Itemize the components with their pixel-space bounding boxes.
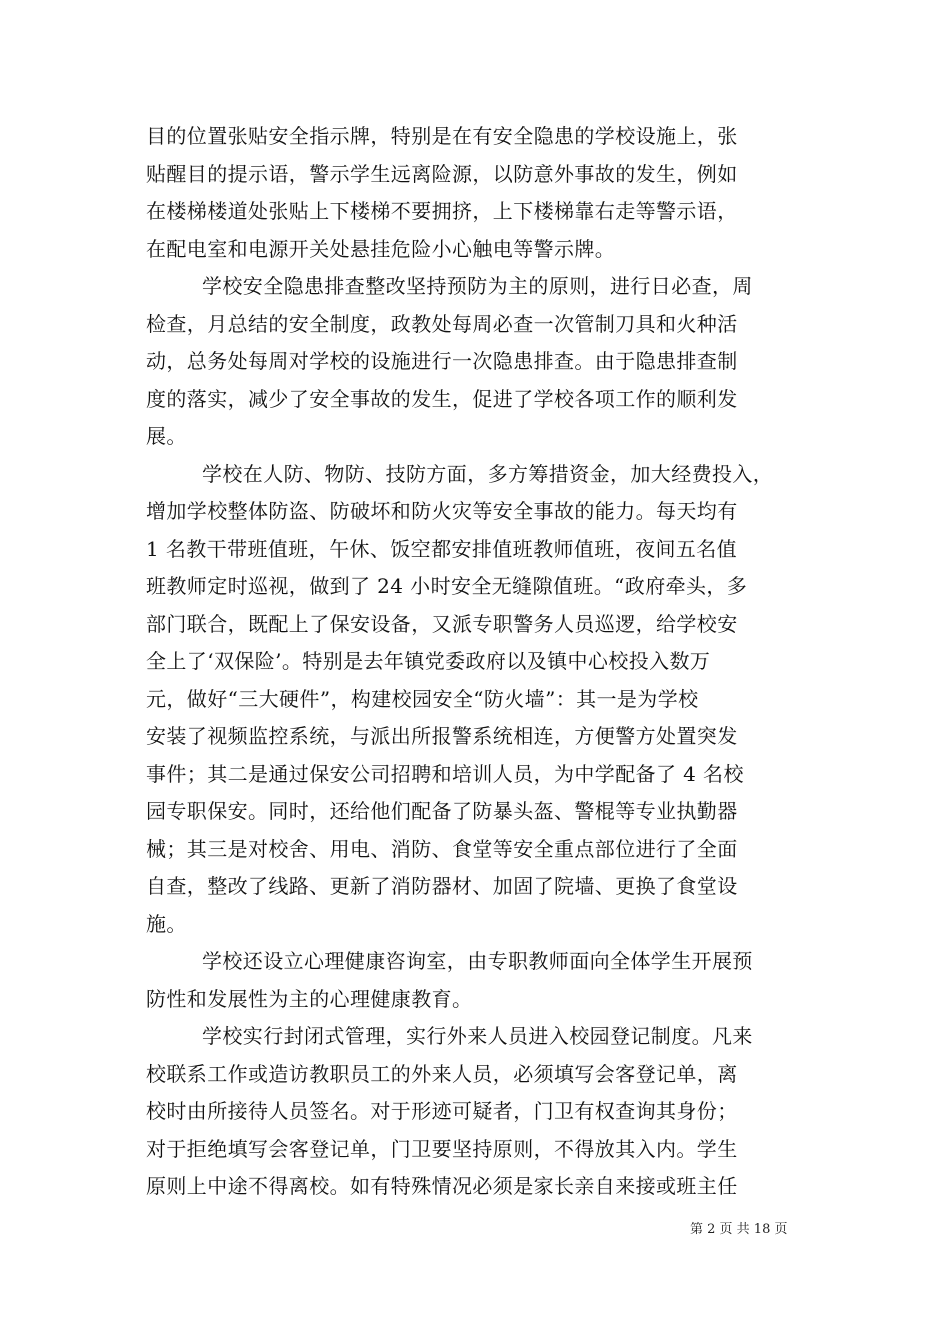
text-line: 园专职保安。同时，还给他们配备了防暴头盔、警棍等专业执勤器 (146, 799, 738, 823)
text-line: 安装了视频监控系统，与派出所报警系统相连，方便警方处置突发 (146, 724, 738, 748)
text-line: 全上了‘双保险’。特别是去年镇党委政府以及镇中心校投入数万 (146, 649, 711, 673)
text-line: 元，做好“三大硬件”，构建校园安全“防火墙”：其一是为学校 (146, 686, 699, 711)
text-line: 部门联合，既配上了保安设备，又派专职警务人员巡逻，给学校安 (146, 611, 738, 636)
document-body (146, 118, 806, 1206)
text-line: 贴醒目的提示语，警示学生远离险源，以防意外事故的发生，例如 (146, 161, 738, 186)
paragraph-first-line: 学校安全隐患排查整改坚持预防为主的原则，进行日必查，周 (202, 274, 753, 298)
text-line: 增加学校整体防盗、防破坏和防火灾等安全事故的能力。每天均有 (146, 499, 738, 523)
text-line: 检查，月总结的安全制度，政教处每周必查一次管制刀具和火种活 (146, 311, 738, 336)
text-line: 校时由所接待人员签名。对于形迹可疑者，门卫有权查询其身份； (146, 1099, 738, 1123)
text-line: 动，总务处每周对学校的设施进行一次隐患排查。由于隐患排查制 (146, 349, 738, 373)
text-line: 防性和发展性为主的心理健康教育。 (146, 986, 473, 1011)
text-line: 展。 (146, 424, 187, 448)
text-line: 度的落实，减少了安全事故的发生，促进了学校各项工作的顺利发 (146, 386, 738, 411)
page-number: 第 2 页 共 18 页 (690, 1222, 788, 1237)
text-line: 班教师定时巡视，做到了 24 小时安全无缝隙值班。“政府牵头，多 (146, 574, 748, 598)
text-line: 自查，整改了线路、更新了消防器材、加固了院墙、更换了食堂设 (146, 874, 738, 898)
text-line: 械；其三是对校舍、用电、消防、食堂等安全重点部位进行了全面 (146, 836, 738, 861)
paragraph-first-line: 学校实行封闭式管理，实行外来人员进入校园登记制度。凡来 (202, 1024, 753, 1048)
text-line: 对于拒绝填写会客登记单，门卫要坚持原则，不得放其入内。学生 (146, 1136, 738, 1161)
paragraph-first-line: 学校还设立心理健康咨询室，由专职教师面向全体学生开展预 (202, 949, 753, 973)
text-line: 目的位置张贴安全指示牌，特别是在有安全隐患的学校设施上，张 (146, 124, 738, 148)
text-line: 在配电室和电源开关处悬挂危险小心触电等警示牌。 (146, 236, 616, 261)
text-line: 校联系工作或造访教职员工的外来人员，必须填写会客登记单，离 (146, 1061, 738, 1086)
text-line: 事件；其二是通过保安公司招聘和培训人员，为中学配备了 4 名校 (146, 761, 744, 786)
paragraph-first-line: 学校在人防、物防、技防方面，多方筹措资金，加大经费投入， (202, 461, 774, 486)
text-line: 原则上中途不得离校。如有特殊情况必须是家长亲自来接或班主任 (146, 1174, 738, 1198)
text-line: 在楼梯楼道处张贴上下楼梯不要拥挤，上下楼梯靠右走等警示语， (146, 199, 738, 223)
text-line: 施。 (146, 911, 187, 936)
text-line: 1 名教干带班值班，午休、饭空都安排值班教师值班，夜间五名值 (146, 536, 738, 561)
